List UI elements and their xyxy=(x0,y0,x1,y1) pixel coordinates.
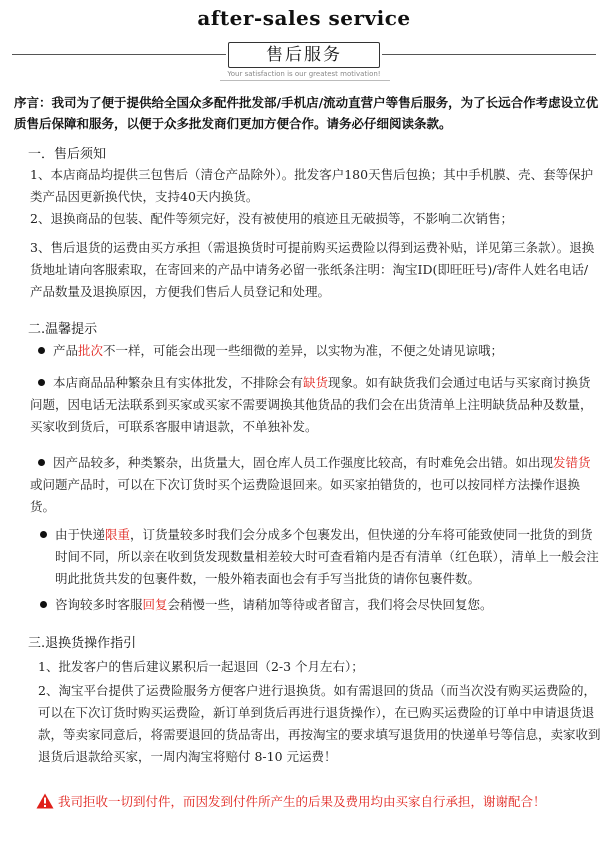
highlight-text: 回复 xyxy=(142,597,168,612)
warning-notice xyxy=(36,792,596,812)
section2-heading: 二.温馨提示 xyxy=(28,322,98,337)
bullet-text: 因产品较多，种类繁杂，出货量大，固仓库人员工作强度比较高，有时难免会出错。如出现 xyxy=(53,455,554,470)
bullet-text: 会稍慢一些，请稍加等待或者留言，我们将会尽快回复您。 xyxy=(167,597,493,612)
section1-item-1: 1、本店商品均提供三包售后（清仓产品除外）。批发客户180天售后包换；其中手机膜、壳、套等保护类产品因更新换代快，支持40天内换货。 xyxy=(30,167,594,204)
warning-text: 我司拒收一切到付件，而因发到付件所产生的后果及费用均由买家自行承担，谢谢配合！ xyxy=(58,794,546,809)
section1-heading: 一．售后须知 xyxy=(28,147,107,162)
section2-bullet-4 xyxy=(40,524,600,590)
header-title: after-sales service xyxy=(197,6,411,30)
bullet-dot-icon xyxy=(38,347,45,354)
header-subtitle: Your satisfaction is our greatest motivation! xyxy=(227,70,381,78)
section2-bullet-1 xyxy=(38,340,604,362)
highlight-text: 发错货 xyxy=(553,455,591,470)
bullet-dot-icon xyxy=(38,379,45,386)
intro-paragraph: 序言：我司为了便于提供给全国众多配件批发部/手机店/流动直营户等售后服务，为了长远合作考虑设立优质售后保障和服务，以便于众多批发商们更加方便合作。请务必仔细阅读条款。 xyxy=(14,95,599,131)
bullet-text: 本店商品品种繁杂且有实体批发，不排除会有 xyxy=(53,375,304,390)
highlight-text: 缺货 xyxy=(303,375,329,390)
highlight-text: 限重 xyxy=(105,527,131,542)
bullet-text: ，订货量较多时我们会分成多个包裹发出，但快递的分车将可能致使同一批货的到货时间不同，所以亲在收到货发现数量相差较大时可查看箱内是否有清单（红色联），清单上一般会注明此批货共发的包裹件数，一般外箱表面也会有手写当批货的请你包裹件数。 xyxy=(55,527,599,586)
bullet-dot-icon xyxy=(38,459,45,466)
bullet-text: 或问题产品时，可以在下次订货时买个运费险退回来。如买家拍错货的，也可以按同样方法操作退换货。 xyxy=(30,477,581,514)
section3-item-1: 1、批发客户的售后建议累积后一起退回（2-3 个月左右）； xyxy=(38,659,364,674)
header-underline xyxy=(220,80,390,81)
section2-bullet-5 xyxy=(40,594,600,616)
bullet-text: 不一样，可能会出现一些细微的差异，以实物为准，不便之处请见谅哦； xyxy=(103,343,504,358)
warning-icon xyxy=(36,793,54,809)
header-divider-right xyxy=(382,54,596,55)
section2-bullet-2 xyxy=(30,372,600,438)
bullet-text: 现象。如有缺货我们会通过电话与买家商讨换货问题，因电话无法联系到买家或买家不需要调换其他货品的我们会在出货清单上注明缺货品种及数量，买家收到货后，可联系客服申请退款，不单独补发。 xyxy=(30,375,593,434)
highlight-text: 批次 xyxy=(78,343,104,358)
bullet-text: 由于快递 xyxy=(55,527,106,542)
section1-item-3: 3、售后退货的运费由买方承担（需退换货时可提前购买运费险以得到运费补贴，详见第三条款）。退换货地址请向客服索取，在寄回来的产品中请务必留一张纸条注明：淘宝ID(即旺旺号)/寄件人姓名电话/产品数量及退换原因，方便我们售后人员登记和处理。 xyxy=(30,240,595,299)
bullet-dot-icon xyxy=(40,601,47,608)
bullet-text: 咨询较多时客服 xyxy=(55,597,143,612)
section1-item-2: 2、退换商品的包装、配件等须完好，没有被使用的痕迹且无破损等，不影响二次销售； xyxy=(30,211,513,226)
header-box-label: 售后服务 xyxy=(228,42,380,68)
section2-bullet-3 xyxy=(30,452,600,518)
bullet-text: 产品 xyxy=(53,343,79,358)
section3-item-2: 2、淘宝平台提供了运费险服务方便客户进行退换货。如有需退回的货品（而当次没有购买运费险的，可以在下次订货时购买运费险，新订单到货后再进行退货操作），在已购买运费险的订单中申请退货退款，等卖家同意后，将需要退回的货品寄出，再按淘宝的要求填写退货用的快递单号等信息，卖家收到退货后退款给买家，一周内淘宝将赔付 8-10 元运费！ xyxy=(38,683,601,764)
bullet-dot-icon xyxy=(40,531,47,538)
section3-heading: 三.退换货操作指引 xyxy=(28,636,137,651)
header-divider-left xyxy=(12,54,226,55)
